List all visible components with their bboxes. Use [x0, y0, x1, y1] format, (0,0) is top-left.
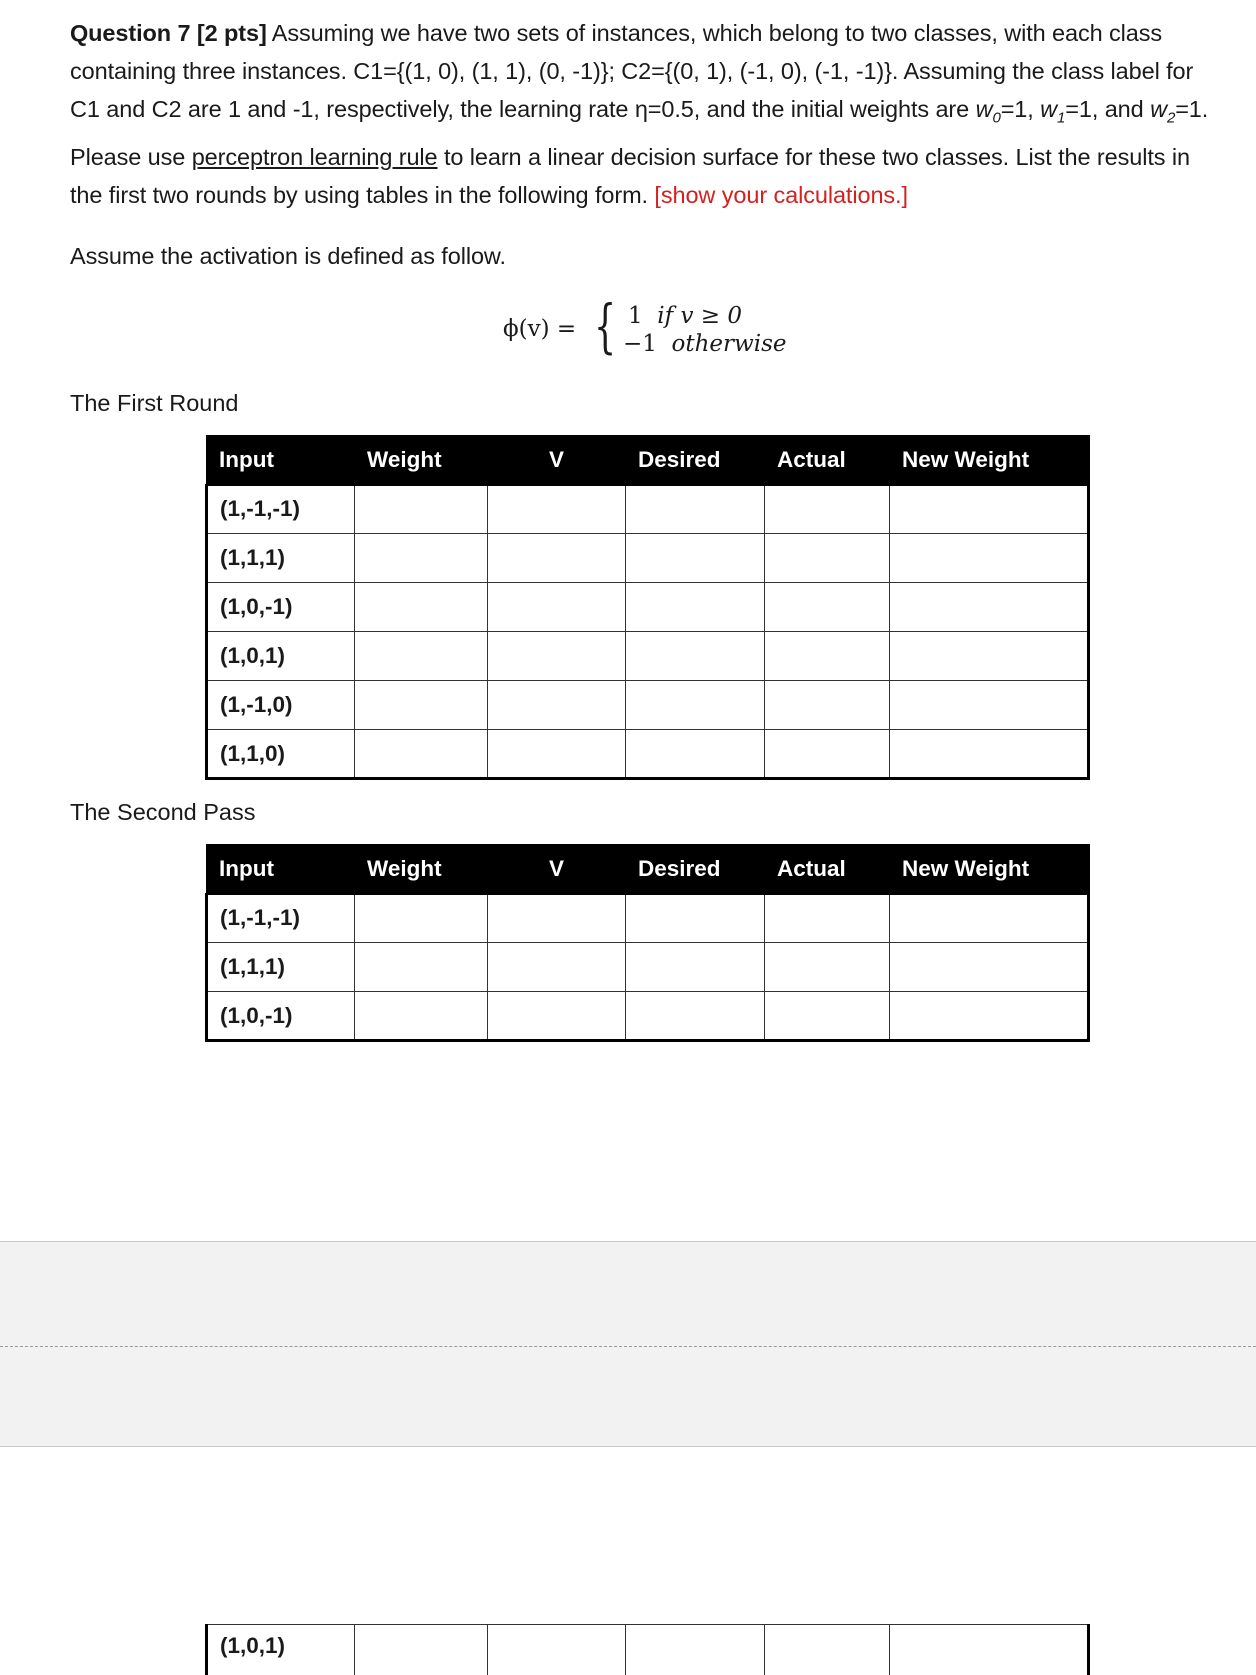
question-title: Question 7 [2 pts] — [70, 20, 267, 46]
table-row — [207, 943, 1089, 992]
second-pass-label: The Second Pass — [70, 799, 256, 825]
table-row — [207, 485, 1089, 534]
perceptron-rule-link[interactable]: perceptron learning rule — [191, 143, 438, 170]
answer-cell[interactable] — [488, 894, 626, 943]
formula-case-1 — [628, 303, 742, 329]
column-header: Weight — [355, 845, 488, 894]
column-header: Input — [207, 436, 355, 485]
w2-value: =1. Please use — [70, 96, 1209, 170]
input-cell: (1,-1,-1) — [207, 894, 355, 943]
answer-cell[interactable] — [890, 730, 1089, 779]
second-pass-table — [205, 844, 1090, 1042]
answer-cell[interactable] — [626, 943, 765, 992]
answer-cell[interactable] — [626, 730, 765, 779]
w2-symbol: w — [1150, 96, 1167, 122]
table-row — [207, 534, 1089, 583]
answer-cell[interactable] — [626, 1625, 765, 1675]
answer-cell[interactable] — [626, 485, 765, 534]
first-round-label: The First Round — [70, 390, 239, 416]
column-header: Desired — [626, 436, 765, 485]
table-row — [207, 681, 1089, 730]
answer-cell[interactable] — [488, 1625, 626, 1675]
answer-cell[interactable] — [765, 992, 890, 1041]
input-cell: (1,1,1) — [207, 534, 355, 583]
answer-cell[interactable] — [890, 681, 1089, 730]
answer-cell[interactable] — [488, 730, 626, 779]
answer-cell[interactable] — [890, 583, 1089, 632]
case1-condition: if v ≥ 0 — [657, 303, 742, 329]
answer-cell[interactable] — [488, 992, 626, 1041]
answer-cell[interactable] — [890, 943, 1089, 992]
activation-intro: Assume the activation is defined as follow. — [70, 243, 506, 269]
input-cell: (1,1,0) — [207, 730, 355, 779]
answer-cell[interactable] — [765, 894, 890, 943]
formula-case-2 — [623, 331, 787, 357]
answer-cell[interactable] — [765, 730, 890, 779]
answer-cell[interactable] — [890, 534, 1089, 583]
case2-value: −1 — [623, 331, 657, 357]
answer-cell[interactable] — [626, 681, 765, 730]
answer-cell[interactable] — [626, 632, 765, 681]
column-header: V — [488, 436, 626, 485]
answer-cell[interactable] — [355, 943, 488, 992]
w1-value: =1, and — [1065, 96, 1151, 122]
input-cell: (1,0,-1) — [207, 583, 355, 632]
w1-sub: 1 — [1057, 109, 1066, 127]
answer-cell[interactable] — [626, 583, 765, 632]
answer-cell[interactable] — [355, 583, 488, 632]
answer-cell[interactable] — [355, 681, 488, 730]
page-break-line — [0, 1346, 1256, 1347]
answer-cell[interactable] — [890, 1625, 1089, 1675]
answer-cell[interactable] — [355, 534, 488, 583]
case1-value: 1 — [628, 303, 643, 329]
answer-cell[interactable] — [765, 1625, 890, 1675]
formula-lhs: ϕ(v) = — [503, 316, 577, 342]
answer-cell[interactable] — [488, 534, 626, 583]
answer-cell[interactable] — [890, 894, 1089, 943]
table-row — [207, 632, 1089, 681]
w0-sub: 0 — [992, 109, 1001, 127]
answer-cell[interactable] — [765, 943, 890, 992]
column-header: New Weight — [890, 845, 1089, 894]
first-round-table — [205, 435, 1090, 780]
w2-sub: 2 — [1166, 109, 1176, 127]
answer-cell[interactable] — [765, 632, 890, 681]
show-calculations-note: [show your calculations.] — [654, 181, 908, 208]
column-header: Actual — [765, 436, 890, 485]
answer-cell[interactable] — [355, 894, 488, 943]
input-cell: (1,0,-1) — [207, 992, 355, 1041]
column-header: Actual — [765, 845, 890, 894]
answer-cell[interactable] — [488, 681, 626, 730]
answer-cell[interactable] — [765, 485, 890, 534]
question-body-1: Assuming we have two sets of instances, which belong to two classes, with each class containing three instances. C1={(1, 0), (1, 1), (0, -1)}; C2={(0, 1), (-1, 0), (-1, -1)}. Assuming the class label for C1 and C2 are 1 and -1, respectively, the learning rate η=0.5, and the initial weights are — [70, 20, 1194, 122]
answer-cell[interactable] — [488, 632, 626, 681]
column-header: Weight — [355, 436, 488, 485]
answer-cell[interactable] — [890, 992, 1089, 1041]
answer-cell[interactable] — [355, 730, 488, 779]
answer-cell[interactable] — [355, 1625, 488, 1675]
w0-symbol: w — [975, 96, 993, 122]
answer-cell[interactable] — [626, 992, 765, 1041]
table-row — [207, 894, 1089, 943]
question-body-2: to learn a linear decision surface for these two classes. List the results in the first two rounds by using tables in the following form. — [70, 143, 1190, 208]
answer-cell[interactable] — [355, 632, 488, 681]
input-cell: (1,0,1) — [207, 1625, 355, 1675]
answer-cell[interactable] — [355, 485, 488, 534]
table-row — [207, 583, 1089, 632]
column-header: New Weight — [890, 436, 1089, 485]
input-cell: (1,-1,0) — [207, 681, 355, 730]
answer-cell[interactable] — [488, 583, 626, 632]
w1-symbol: w — [1040, 96, 1058, 122]
table-header — [207, 845, 1089, 894]
answer-cell[interactable] — [626, 534, 765, 583]
table-row — [207, 1625, 1089, 1675]
answer-cell[interactable] — [890, 632, 1089, 681]
answer-cell[interactable] — [765, 534, 890, 583]
column-header: V — [488, 845, 626, 894]
input-cell: (1,1,1) — [207, 943, 355, 992]
input-cell: (1,0,1) — [207, 632, 355, 681]
table-header — [207, 436, 1089, 485]
answer-cell[interactable] — [355, 992, 488, 1041]
question-text — [70, 14, 1220, 214]
answer-cell[interactable] — [626, 894, 765, 943]
input-cell: (1,-1,-1) — [207, 485, 355, 534]
continued-table — [205, 1624, 1090, 1675]
table-row — [207, 992, 1089, 1041]
answer-cell[interactable] — [890, 485, 1089, 534]
answer-cell[interactable] — [765, 583, 890, 632]
formula-brace: { — [594, 292, 617, 360]
column-header: Input — [207, 845, 355, 894]
answer-cell[interactable] — [765, 681, 890, 730]
table-row — [207, 730, 1089, 779]
w0-value: =1, — [1000, 96, 1041, 122]
case2-condition: otherwise — [671, 331, 787, 357]
column-header: Desired — [626, 845, 765, 894]
answer-cell[interactable] — [488, 943, 626, 992]
answer-cell[interactable] — [488, 485, 626, 534]
page-break-band — [0, 1241, 1256, 1447]
